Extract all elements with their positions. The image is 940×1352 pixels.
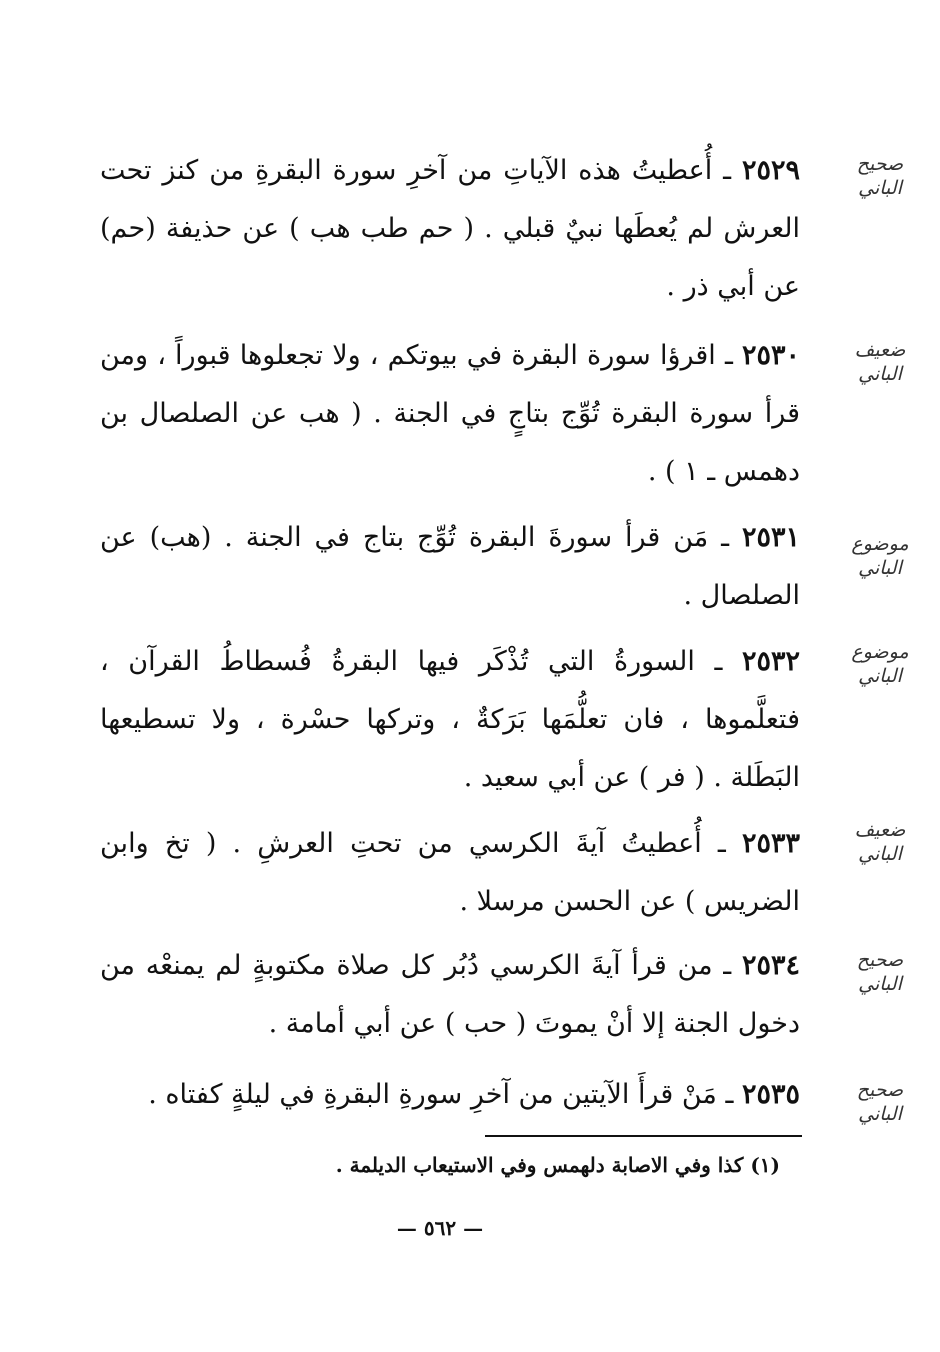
- hadith-number: ٢٥٣١: [741, 522, 800, 553]
- hadith-entry: ٢٥٣٠ ـ اقرؤا سورة البقرة في بيوتكم ، ولا تجعلوها قبوراً ، ومن قرأ سورة البقرة تُوِّج بتاجٍ في الجنة . ( هب عن الصلصال بن دهمس ـ ١ ) .: [100, 340, 801, 487]
- hadith-entry: ٢٥٣٣ ـ أُعطيتُ آيةَ الكرسي من تحتِ العرشِ . ( تخ وابن الضريس ) عن الحسن مرسلا .: [100, 828, 800, 917]
- margin-grade-note: صحيح الباني: [856, 949, 904, 995]
- margin-grade-note: موضوع الباني: [851, 641, 909, 687]
- hadith-entry: ٢٥٣١ ـ مَن قرأ سورةَ البقرة تُوِّج بتاج في الجنة . (هب) عن الصلصال .: [100, 522, 800, 611]
- margin-grade-note: صحيح الباني: [856, 1079, 904, 1125]
- hadith-text: أُعطيتُ آيةَ الكرسي من تحتِ العرشِ . ( تخ وابن الضريس ) عن الحسن مرسلا .: [100, 828, 800, 917]
- hadith-number: ٢٥٣٥: [741, 1079, 800, 1110]
- hadith-entry: ٢٥٣٤ ـ من قرأ آيةَ الكرسي دُبُر كل صلاة مكتوبةٍ لم يمنعْه من دخول الجنة إلا أنْ يموتَ ( حب ) عن أبي أمامة .: [100, 950, 800, 1039]
- footnote-divider: [485, 1135, 802, 1137]
- hadith-text: مَن قرأ سورةَ البقرة تُوِّج بتاج في الجنة . (هب) عن الصلصال .: [100, 522, 800, 611]
- hadith-entry: ٢٥٣٥ ـ مَنْ قرأَ الآيتين من آخرِ سورةِ البقرةِ في ليلةٍ كفتاه .: [148, 1079, 800, 1110]
- hadith-entry: ٢٥٢٩ ـ أُعطيتُ هذه الآياتِ من آخرِ سورة البقرةِ من كنز تحت العرش لم يُعطَها نبيٌ قبلي . ( حم طب هب ) عن حذيفة (حم) عن أبي ذر .: [100, 155, 801, 302]
- hadith-text: السورةُ التي تُذْكَر فيها البقرةُ فُسطاطُ القرآن ، فتعلَّموها ، فان تعلُّمَها بَرَكةٌ ، وتركها حسْرة ، ولا تسطيعها البَطَلة . ( فر ) عن أبي سعيد .: [100, 646, 800, 793]
- hadith-text: من قرأ آيةَ الكرسي دُبُر كل صلاة مكتوبةٍ لم يمنعْه من دخول الجنة إلا أنْ يموتَ ( حب ) عن أبي أمامة .: [100, 950, 800, 1039]
- hadith-number: ٢٥٣٢: [742, 646, 801, 677]
- margin-grade-note: ضعيف الباني: [854, 819, 906, 865]
- margin-grade-note: ضعيف الباني: [854, 339, 906, 385]
- page-number: — ٥٦٢ —: [396, 1216, 484, 1240]
- hadith-text: مَنْ قرأَ الآيتين من آخرِ سورةِ البقرةِ في ليلةٍ كفتاه .: [148, 1079, 717, 1110]
- hadith-number: ٢٥٢٩: [742, 155, 801, 186]
- margin-grade-note: موضوع الباني: [851, 533, 909, 579]
- margin-grade-note: صحيح الباني: [856, 153, 904, 199]
- hadith-number: ٢٥٣٠: [742, 340, 801, 371]
- hadith-text: أُعطيتُ هذه الآياتِ من آخرِ سورة البقرةِ من كنز تحت العرش لم يُعطَها نبيٌ قبلي . ( حم طب هب ) عن حذيفة (حم) عن أبي ذر .: [100, 155, 800, 302]
- hadith-text: اقرؤا سورة البقرة في بيوتكم ، ولا تجعلوها قبوراً ، ومن قرأ سورة البقرة تُوِّج بتاجٍ في الجنة . ( هب عن الصلصال بن دهمس ـ ١ ) .: [100, 340, 800, 487]
- hadith-entry: ٢٥٣٢ ـ السورةُ التي تُذْكَر فيها البقرةُ فُسطاطُ القرآن ، فتعلَّموها ، فان تعلُّمَها بَرَكةٌ ، وتركها حسْرة ، ولا تسطيعها البَطَلة . ( فر ) عن أبي سعيد .: [100, 646, 801, 793]
- hadith-number: ٢٥٣٤: [741, 950, 800, 981]
- footnote: (١) كذا وفي الاصابة دلهمس وفي الاستيعاب الديلمة .: [335, 1153, 780, 1177]
- hadith-number: ٢٥٣٣: [741, 828, 800, 859]
